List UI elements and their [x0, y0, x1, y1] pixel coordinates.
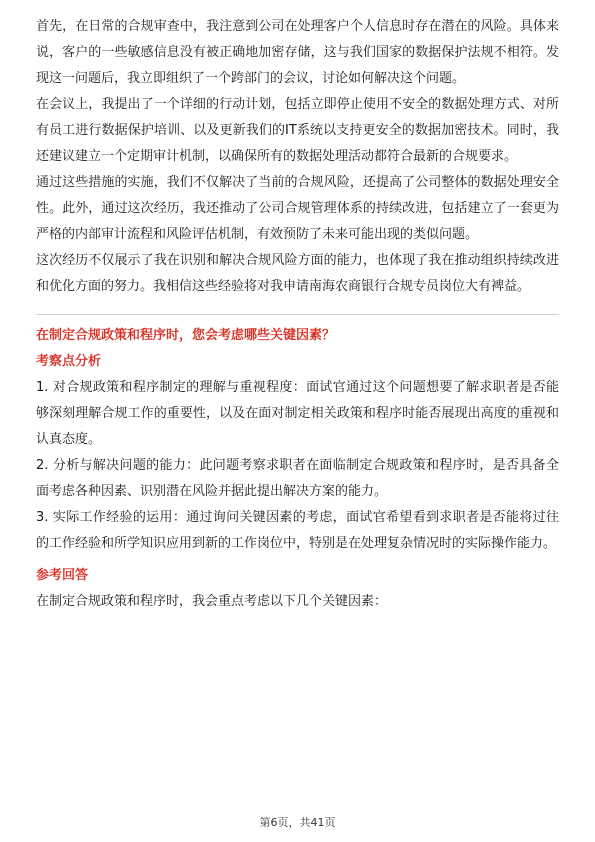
answer-paragraph-3: 通过这些措施的实施，我们不仅解决了当前的合规风险，还提高了公司整体的数据处理安全性。此外，通过这次经历，我还推动了公司合规管理体系的持续改进，包括建立了一套更为严格的内部审计流程和风险评估机制，有效预防了未来可能出现的类似问题。: [36, 175, 559, 242]
answer-paragraph-2: 在会议上，我提出了一个详细的行动计划，包括立即停止使用不安全的数据处理方式、对所有员工进行数据保护培训、以及更新我们的IT系统以支持更安全的数据加密技术。同时，我还建议建立一个定期审计机制，以确保所有的数据处理活动都符合最新的合规要求。: [36, 97, 559, 164]
page-footer: 第6页，共41页: [259, 816, 336, 829]
analysis-point-3: 3. 实际工作经验的运用：通过询问关键因素的考虑，面试官希望看到求职者是否能将过往的工作经验和所学知识应用到新的工作岗位中，特别是在处理复杂情况时的实际操作能力。: [36, 510, 559, 551]
analysis-heading: 考察点分析: [36, 354, 102, 369]
document-page: [36, 14, 559, 615]
answer-paragraph-1: 首先，在日常的合规审查中，我注意到公司在处理客户个人信息时存在潜在的风险。具体来说，客户的一些敏感信息没有被正确地加密存储，这与我们国家的数据保护法规不相符。发现这一问题后，我立即组织了一个跨部门的会议，讨论如何解决这个问题。: [36, 19, 559, 86]
analysis-point-1: 1. 对合规政策和程序制定的理解与重视程度：面试官通过这个问题想要了解求职者是否能够深刻理解合规工作的重要性，以及在面对制定相关政策和程序时能否展现出高度的重视和认真态度。: [36, 380, 559, 447]
analysis-point-2: 2. 分析与解决问题的能力：此问题考察求职者在面临制定合规政策和程序时，是否具备全面考虑各种因素、识别潜在风险并据此提出解决方案的能力。: [36, 458, 559, 499]
reference-intro: 在制定合规政策和程序时，我会重点考虑以下几个关键因素：: [36, 594, 388, 609]
answer-paragraph-4: 这次经历不仅展示了我在识别和解决合规风险方面的能力，也体现了我在推动组织持续改进和优化方面的努力。我相信这些经验将对我申请南海农商银行合规专员岗位大有裨益。: [36, 253, 559, 294]
reference-heading: 参考回答: [36, 568, 89, 583]
question-title: 在制定合规政策和程序时，您会考虑哪些关键因素？: [36, 328, 336, 343]
section-divider: [36, 314, 559, 315]
